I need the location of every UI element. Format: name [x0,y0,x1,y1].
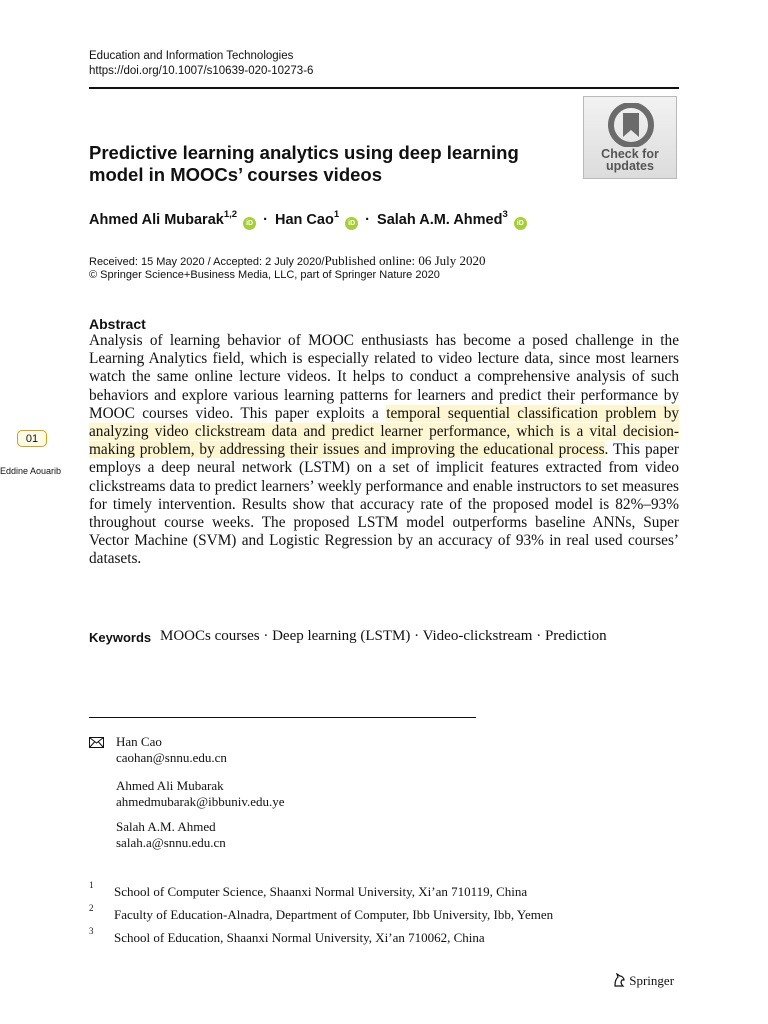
header-rule [89,87,679,89]
published-date: Published online: 06 July 2020 [324,253,486,268]
author-name[interactable]: Ahmed Ali Mubarak [89,211,224,228]
abstract-body [89,332,679,569]
footnote-rule [89,717,476,718]
author-affiliation-ref: 3 [502,209,508,220]
article-dates [89,253,486,269]
orcid-icon[interactable]: iD [345,217,358,230]
contact-entry [116,819,226,851]
publisher-logo [612,973,674,989]
author-name[interactable]: Salah A.M. Ahmed [377,211,503,228]
orcid-icon[interactable]: iD [514,217,527,230]
paper-title: Predictive learning analytics using deep learning model in MOOCs’ courses videos [89,142,519,185]
author-affiliation-ref: 1 [333,209,340,220]
journal-name: Education and Information Technologies [89,50,294,62]
author-name[interactable]: Han Cao [274,211,334,228]
author-separator: · [365,211,371,228]
contact-email[interactable]: salah.a@snnu.edu.cn [116,835,226,850]
check-for-updates-label: Check for updates [601,147,659,173]
contact-entry [116,734,227,766]
contact-email[interactable]: ahmedmubarak@ibbuniv.edu.ye [116,794,285,809]
copyright-line: © Springer Science+Business Media, LLC, part of Springer Nature 2020 [89,269,440,281]
abstract-text-start: Analysis of learning behavior of MOOC enthusiasts has become a posed challenge in the Learning Analytics field, which is especially related to video lecture data, since most learners watch the same online lecture videos. It helps to conduct a comprehensive analysis of such behaviors and explore various learning patterns for learners and predict their performance by MOOC courses video. This paper exploits a [89,332,679,422]
contact-email[interactable]: caohan@snnu.edu.cn [116,750,227,765]
check-for-updates-badge[interactable] [583,96,677,179]
annotation-author: Eddine Aouarib [0,466,62,476]
author-list [89,210,527,230]
journal-header [89,49,313,79]
affiliation-text: School of Education, Shaanxi Normal University, Xi’an 710062, China [114,930,485,945]
annotation-badge[interactable]: 01 [17,430,47,447]
author-affiliation-ref: 1,2 [223,209,238,220]
keywords-list: MOOCs courses · Deep learning (LSTM) · Video-clickstream · Prediction [160,628,607,644]
mail-icon [89,735,104,753]
contact-entry [116,778,285,810]
affiliation-number: 2 [89,903,94,913]
contact-name: Han Cao [116,734,162,749]
author-separator: · [263,211,268,228]
springer-horse-icon [612,973,626,987]
keywords-label: Keywords [89,630,152,645]
doi-link[interactable]: https://doi.org/10.1007/s10639-020-10273-6 [89,65,314,77]
orcid-icon[interactable]: iD [243,217,256,230]
affiliation-text: Faculty of Education-Alnadra, Department of Computer, Ibb University, Ibb, Yemen [114,907,554,922]
publisher-name: Springer [629,973,675,988]
abstract-highlight[interactable]: temporal sequential classification problem by analyzing video clickstream data and predict learner performance, which is a vital decision-making problem, by addressing their issues and improving the educational process [89,404,679,459]
affiliation-text: School of Computer Science, Shaanxi Normal University, Xi’an 710119, China [114,884,528,899]
check-for-updates-icon [606,103,656,147]
abstract-heading: Abstract [89,316,146,332]
contact-name: Salah A.M. Ahmed [116,819,216,834]
abstract-text-end: . This paper employs a deep neural network (LSTM) on a set of implicit features extracted from video clickstreams data to predict learners’ weekly performance and enable instructors to set measures for timely intervention. Results show that accuracy rate of the proposed model is 82%–93% throughout course weeks. The proposed LSTM model outperforms baseline ANNs, Super Vector Machine (SVM) and Logistic Regression by an accuracy of 93% in real used courses’ datasets. [89,441,679,568]
contact-name: Ahmed Ali Mubarak [116,778,224,793]
affiliation-number: 1 [89,880,94,890]
received-accepted-dates: Received: 15 May 2020 / Accepted: 2 July 2020/ [89,256,325,268]
affiliation-number: 3 [89,926,94,936]
